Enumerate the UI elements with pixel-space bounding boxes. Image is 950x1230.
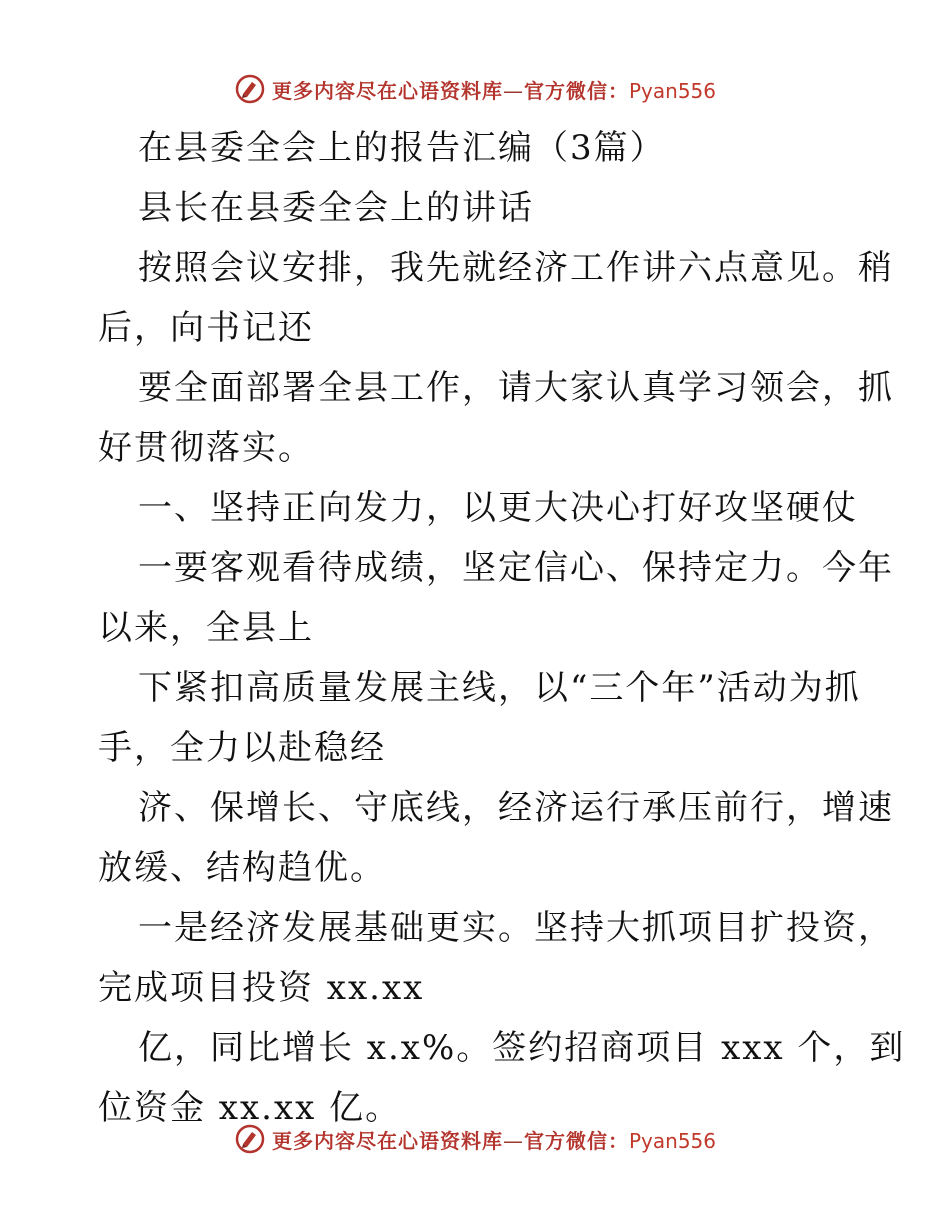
paragraph-line: 济、保增长、守底线，经济运行承压前行，增速 (138, 788, 894, 828)
paragraph-line: 一要客观看待成绩，坚定信心、保持定力。今年 (138, 548, 894, 588)
paragraph-line: 好贯彻落实。 (98, 428, 314, 468)
paragraph-line: 亿，同比增长 x.x%。签约招商项目 xxx 个，到 (138, 1028, 906, 1068)
paragraph-line: 位资金 xx.xx 亿。 (98, 1088, 402, 1128)
banner-official: 官方微信： (523, 1128, 629, 1153)
paragraph-line: 下紧扣高质量发展主线，以“三个年”活动为抓 (138, 668, 861, 708)
banner-brand: 更多内容尽在心语资料库 (271, 78, 503, 103)
banner-official: 官方微信： (523, 78, 629, 103)
banner-brand: 更多内容尽在心语资料库 (271, 1128, 503, 1153)
banner-text (272, 75, 716, 104)
footer-watermark-banner (0, 1122, 950, 1156)
paragraph-line: 手，全力以赴稳经 (98, 728, 386, 768)
brand-logo-icon (234, 1123, 266, 1155)
section-heading: 县长在县委全会上的讲话 (138, 188, 534, 228)
banner-wechat-id: Pyan556 (628, 1128, 716, 1153)
banner-separator: — (502, 78, 524, 103)
banner-text (272, 1125, 716, 1154)
banner-separator: — (502, 1128, 524, 1153)
banner-wechat-id: Pyan556 (628, 78, 716, 103)
paragraph-line: 要全面部署全县工作，请大家认真学习领会，抓 (138, 368, 894, 408)
paragraph-line: 一是经济发展基础更实。坚持大抓项目扩投资， (138, 908, 894, 948)
paragraph-line: 后，向书记还 (98, 308, 314, 348)
section-heading: 一、坚持正向发力，以更大决心打好攻坚硬仗 (138, 488, 858, 528)
document-body (98, 118, 906, 1138)
paragraph-line: 放缓、结构趋优。 (98, 848, 386, 888)
paragraph-line: 以来，全县上 (98, 608, 314, 648)
brand-logo-icon (234, 73, 266, 105)
paragraph-line: 完成项目投资 xx.xx (98, 968, 425, 1008)
paragraph-line: 按照会议安排，我先就经济工作讲六点意见。稍 (138, 248, 894, 288)
header-watermark-banner (0, 72, 950, 106)
document-title: 在县委全会上的报告汇编（3篇） (138, 128, 666, 168)
